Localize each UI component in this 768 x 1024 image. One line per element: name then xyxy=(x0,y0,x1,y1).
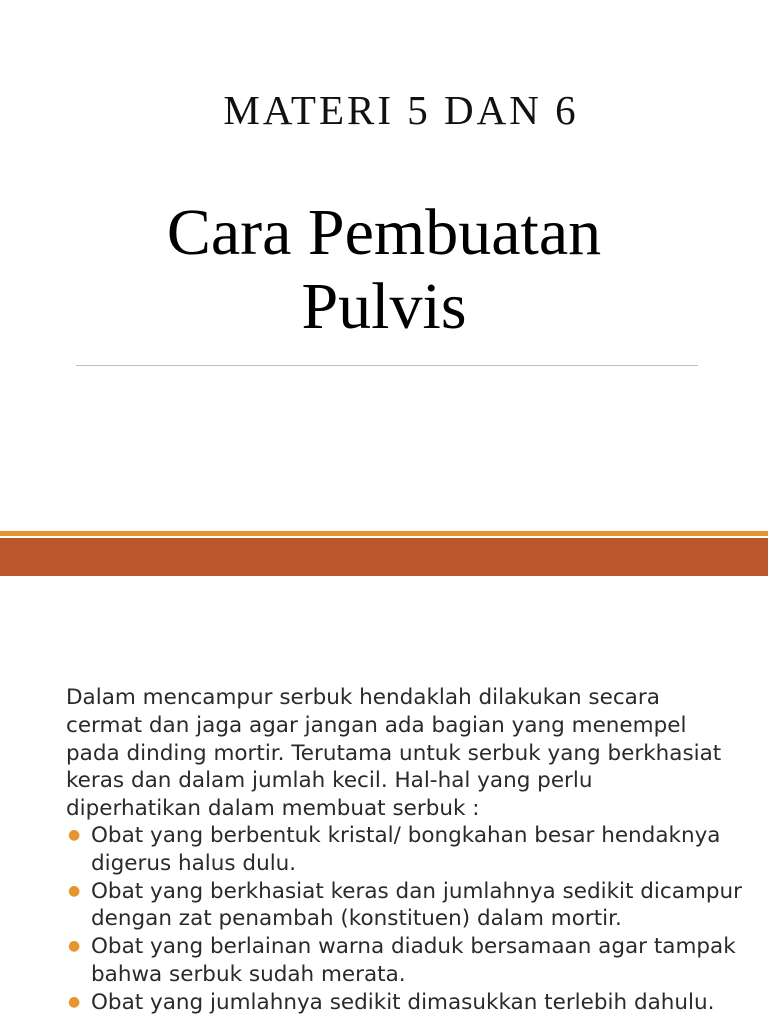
list-item xyxy=(66,822,746,878)
content-slide xyxy=(0,576,768,1024)
bullet-list xyxy=(66,822,746,1017)
bullet-dot-icon: ● xyxy=(68,882,81,899)
list-item xyxy=(66,989,746,1017)
title-rule xyxy=(76,365,698,366)
slide-title xyxy=(0,196,768,344)
bullet-dot-icon: ● xyxy=(68,993,81,1010)
list-item-text: Obat yang berbentuk kristal/ bongkahan besar hendaknya digerus halus dulu. xyxy=(91,823,721,876)
slide-divider-rust xyxy=(0,538,768,576)
slide-subtitle: MATERI 5 DAN 6 xyxy=(223,87,579,133)
slide-title-line-1: Cara Pembuatan xyxy=(166,196,602,269)
list-item-text: Obat yang berkhasiat keras dan jumlahnya sedikit dicampur dengan zat penambah (konstituen) dalam mortir. xyxy=(91,878,742,932)
bullet-dot-icon: ● xyxy=(68,938,81,955)
bullet-dot-icon: ● xyxy=(68,827,81,843)
slide-divider-orange xyxy=(0,531,768,536)
slide-title-line-2: Pulvis xyxy=(301,270,467,343)
list-item xyxy=(66,933,746,989)
list-item-text: Obat yang berlainan warna diaduk bersamaan agar tampak bahwa serbuk sudah merata. xyxy=(91,934,736,987)
list-item xyxy=(66,878,746,934)
intro-paragraph: Dalam mencampur serbuk hendaklah dilakukan secara cermat dan jaga agar jangan ada bagian yang menempel pada dinding mortir. Terutama untuk serbuk yang berkhasiat keras dan dalam jumlah kecil. Hal-hal yang perlu diperhatikan dalam membuat serbuk : xyxy=(66,685,722,822)
list-item-text: Obat yang jumlahnya sedikit dimasukkan terlebih dahulu. xyxy=(91,989,715,1015)
